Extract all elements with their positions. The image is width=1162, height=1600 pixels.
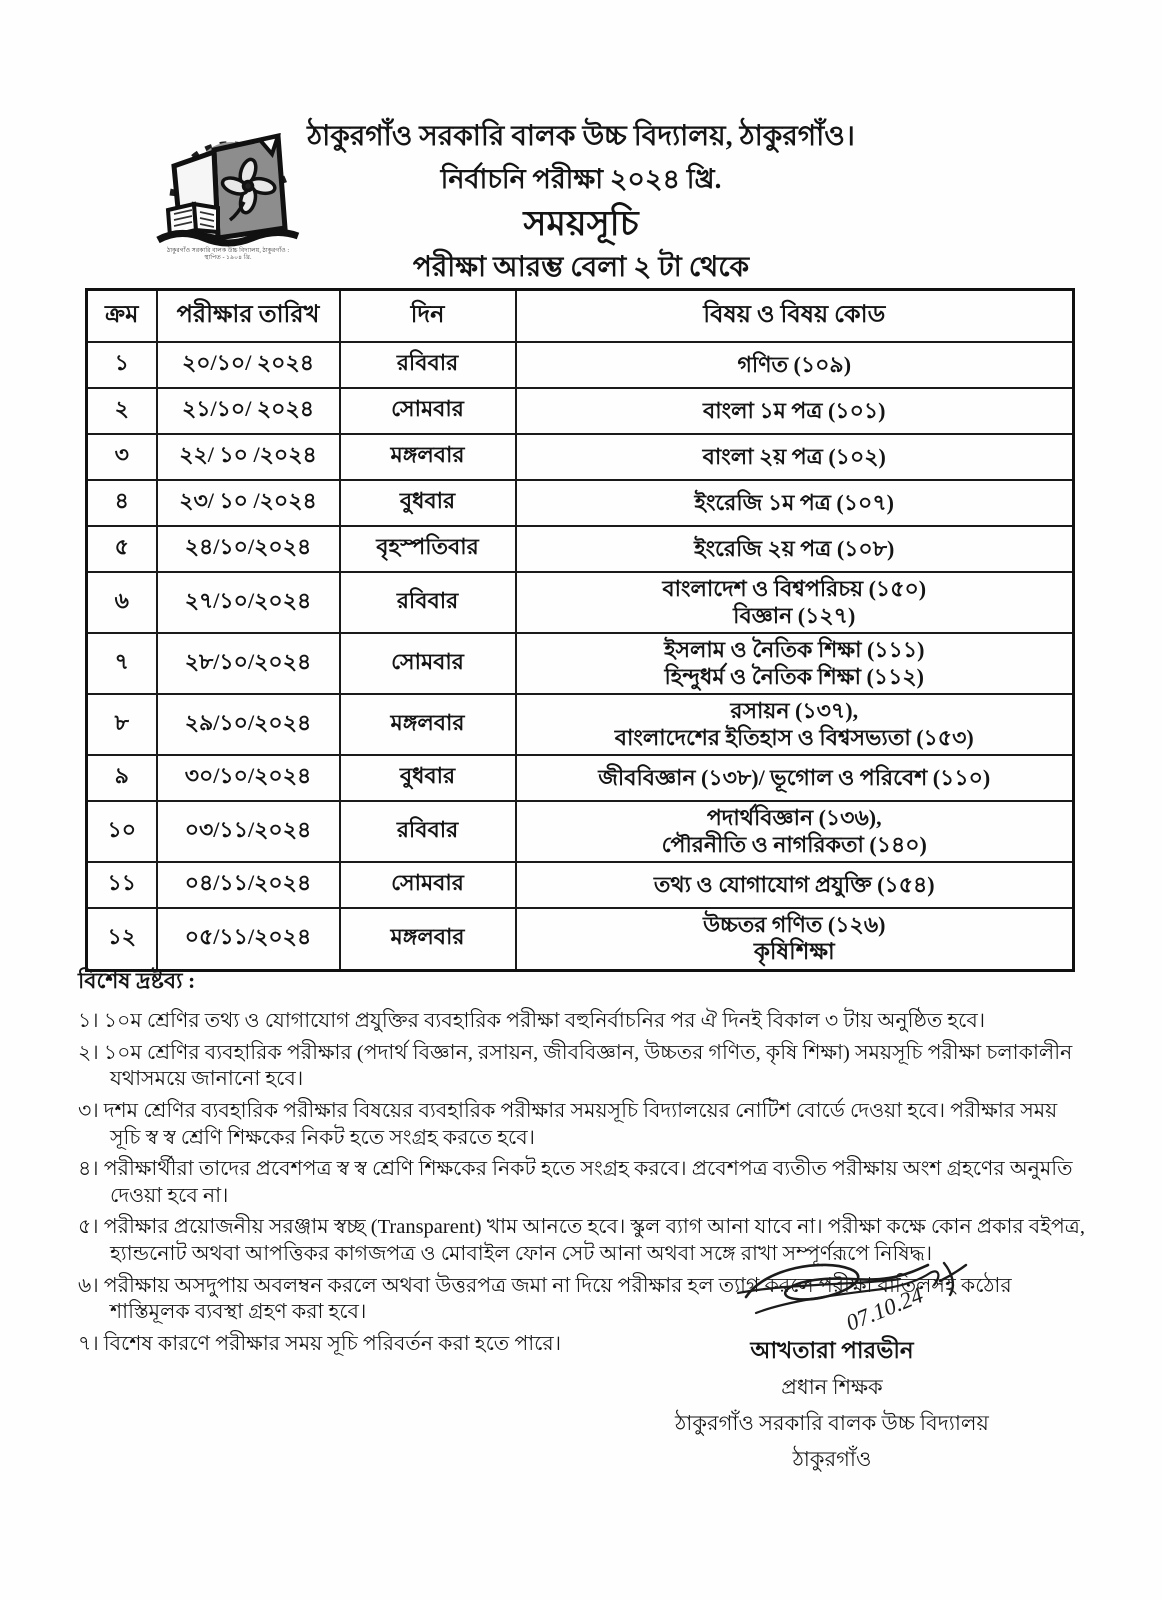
exam-serial: ১২	[87, 908, 157, 971]
exam-subjects	[516, 572, 1074, 633]
exam-day: সোমবার	[340, 862, 516, 908]
signatory-designation: প্রধান শিক্ষক	[781, 1375, 883, 1399]
exam-subjects	[516, 388, 1074, 434]
table-row	[87, 694, 1074, 755]
subject-line: বাংলাদেশ ও বিশ্বপরিচয় (১৫০)	[662, 575, 927, 601]
signatory-school: ঠাকুরগাঁও সরকারি বালক উচ্চ বিদ্যালয়	[675, 1411, 989, 1435]
table-row	[87, 342, 1074, 388]
subject-line: বাংলা ১ম পত্র (১০১)	[703, 397, 886, 423]
exam-date: ২৮/১০/২০২৪	[157, 633, 340, 694]
school-name: ঠাকুরগাঁও সরকারি বালক উচ্চ বিদ্যালয়, ঠাকুরগাঁও।	[307, 121, 855, 152]
exam-schedule-table	[85, 288, 1075, 972]
column-header-subject: বিষয় ও বিষয় কোড	[516, 290, 1074, 342]
note-item: ৫। পরীক্ষার প্রয়োজনীয় সরঞ্জাম স্বচ্ছ (Transparent) খাম আনতে হবে। স্কুল ব্যাগ আনা যাবে না। পরীক্ষা কক্ষে কোন প্রকার বইপত্র, হ্যান্ডনোট অথবা আপত্তিকর কাগজপত্র ও মোবাইল ফোন সেট আনা অথবা সঙ্গে রাখা সম্পূর্ণরূপে নিষিদ্ধ।	[78, 1216, 1085, 1266]
signatory-place: ঠাকুরগাঁও	[792, 1447, 872, 1471]
exam-date: ২২/ ১০ /২০২৪	[157, 434, 340, 480]
exam-serial: ৯	[87, 755, 157, 801]
subject-line: বাংলাদেশের ইতিহাস ও বিশ্বসভ্যতা (১৫৩)	[614, 725, 974, 750]
signatory-name: আখতারা পারভীন	[750, 1338, 914, 1363]
subject-line: ইসলাম ও নৈতিক শিক্ষা (১১১)	[664, 636, 925, 662]
logo-caption-line2: স্থাপিত - ১৯০৪ খ্রি.	[204, 254, 252, 261]
subject-line: বিজ্ঞান (১২৭)	[733, 603, 856, 628]
note-item: ৪। পরীক্ষার্থীরা তাদের প্রবেশপত্র স্ব স্ব শ্রেণি শিক্ষকের নিকট হতে সংগ্রহ করবে। প্রবেশপত্র ব্যতীত পরীক্ষায় অংশ গ্রহণের অনুমতি দেওয়া হবে না।	[78, 1158, 1073, 1207]
exam-subjects	[516, 755, 1074, 801]
table-row	[87, 526, 1074, 572]
exam-title: নির্বাচনি পরীক্ষা ২০২৪ খ্রি.	[440, 164, 722, 194]
exam-serial: ৭	[87, 633, 157, 694]
exam-day: বুধবার	[340, 755, 516, 801]
table-row	[87, 434, 1074, 480]
table-row	[87, 908, 1074, 971]
table-row	[87, 572, 1074, 633]
column-header-serial: ক্রম	[87, 290, 157, 342]
table-row	[87, 480, 1074, 526]
subject-line: উচ্চতর গণিত (১২৬)	[703, 911, 886, 937]
note-item: ৩। দশম শ্রেণির ব্যবহারিক পরীক্ষার বিষয়ের ব্যবহারিক পরীক্ষার সময়সূচি বিদ্যালয়ের নোটিশ বোর্ডে দেওয়া হবে। পরীক্ষার সময় সূচি স্ব স্ব শ্রেণি শিক্ষকের নিকট হতে সংগ্রহ করতে হবে।	[78, 1099, 1058, 1149]
exam-subjects	[516, 908, 1074, 971]
table-row	[87, 801, 1074, 862]
exam-day: মঙ্গলবার	[340, 434, 516, 480]
start-time-line: পরীক্ষা আরম্ভ বেলা ২ টা থেকে	[412, 252, 750, 283]
subject-line: তথ্য ও যোগাযোগ প্রযুক্তি (১৫৪)	[653, 871, 935, 897]
note-item: ২। ১০ম শ্রেণির ব্যবহারিক পরীক্ষার (পদার্থ বিজ্ঞান, রসায়ন, জীববিজ্ঞান, উচ্চতর গণিত, কৃষি শিক্ষা) সময়সূচি পরীক্ষা চলাকালীন যথাসময়ে জানানো হবে।	[78, 1041, 1073, 1091]
exam-day: রবিবার	[340, 572, 516, 633]
exam-subjects	[516, 801, 1074, 862]
exam-date: ২৯/১০/২০২৪	[157, 694, 340, 755]
notes-heading: বিশেষ দ্রষ্টব্য :	[78, 968, 196, 993]
signature-block	[612, 1255, 1052, 1477]
exam-serial: ৫	[87, 526, 157, 572]
document-header	[0, 116, 1162, 288]
exam-day: রবিবার	[340, 342, 516, 388]
exam-date: ২১/১০/ ২০২৪	[157, 388, 340, 434]
exam-date: ৩০/১০/২০২৪	[157, 755, 340, 801]
table-row	[87, 755, 1074, 801]
exam-serial: ৬	[87, 572, 157, 633]
exam-day: মঙ্গলবার	[340, 694, 516, 755]
exam-serial: ৩	[87, 434, 157, 480]
schedule-title: সময়সূচি	[523, 204, 639, 243]
exam-serial: ১	[87, 342, 157, 388]
subject-line: হিন্দুধর্ম ও নৈতিক শিক্ষা (১১২)	[664, 664, 924, 689]
exam-day: বুধবার	[340, 480, 516, 526]
exam-date: ২৭/১০/২০২৪	[157, 572, 340, 633]
exam-subjects	[516, 434, 1074, 480]
exam-subjects	[516, 342, 1074, 388]
exam-day: সোমবার	[340, 388, 516, 434]
exam-serial: ১১	[87, 862, 157, 908]
exam-serial: ৪	[87, 480, 157, 526]
table-row	[87, 633, 1074, 694]
exam-date: ০৫/১১/২০২৪	[157, 908, 340, 971]
subject-line: জীববিজ্ঞান (১৩৮)/ ভূগোল ও পরিবেশ (১১০)	[598, 764, 991, 790]
exam-day: বৃহস্পতিবার	[340, 526, 516, 572]
exam-subjects	[516, 633, 1074, 694]
exam-date: ২৩/ ১০ /২০২৪	[157, 480, 340, 526]
exam-serial: ২	[87, 388, 157, 434]
exam-date: ২৪/১০/২০২৪	[157, 526, 340, 572]
note-item: ১। ১০ম শ্রেণির তথ্য ও যোগাযোগ প্রযুক্তির ব্যবহারিক পরীক্ষা বহুনির্বাচনির পর ঐ দিনই বিকাল ৩ টায় অনুষ্ঠিত হবে।	[78, 1010, 986, 1032]
note-item: ৭। বিশেষ কারণে পরীক্ষার সময় সূচি পরিবর্তন করা হতে পারে।	[78, 1333, 562, 1356]
exam-serial: ৮	[87, 694, 157, 755]
subject-line: কৃষিশিক্ষা	[753, 939, 835, 964]
note-item: ৬। পরীক্ষায় অসদুপায় অবলম্বন করলে অথবা উত্তরপত্র জমা না দিয়ে পরীক্ষার হল ত্যাগ করলে পরীক্ষা বাতিলসহ কঠোর শাস্তিমূলক ব্যবস্থা গ্রহণ করা হবে।	[78, 1274, 1012, 1324]
exam-date: ০৪/১১/২০২৪	[157, 862, 340, 908]
logo-caption-line1: ঠাকুরগাঁও সরকারি বালক উচ্চ বিদ্যালয়, ঠাকুরগাঁও :	[166, 247, 290, 254]
column-header-date: পরীক্ষার তারিখ	[157, 290, 340, 342]
exam-date: ২০/১০/ ২০২৪	[157, 342, 340, 388]
exam-day: মঙ্গলবার	[340, 908, 516, 971]
table-header-row	[87, 290, 1074, 342]
subject-line: ইংরেজি ২য় পত্র (১০৮)	[694, 535, 895, 561]
subject-line: গণিত (১০৯)	[737, 351, 852, 377]
subject-line: ইংরেজি ১ম পত্র (১০৭)	[694, 489, 894, 515]
exam-subjects	[516, 480, 1074, 526]
subject-line: বাংলা ২য় পত্র (১০২)	[702, 443, 886, 469]
exam-subjects	[516, 862, 1074, 908]
column-header-day: দিন	[340, 290, 516, 342]
exam-serial: ১০	[87, 801, 157, 862]
table-row	[87, 862, 1074, 908]
signature-date: 07.10.24	[842, 1282, 927, 1336]
subject-line: পদার্থবিজ্ঞান (১৩৬),	[706, 804, 882, 830]
table-row	[87, 388, 1074, 434]
exam-subjects	[516, 526, 1074, 572]
exam-subjects	[516, 694, 1074, 755]
exam-day: রবিবার	[340, 801, 516, 862]
exam-day: সোমবার	[340, 633, 516, 694]
subject-line: রসায়ন (১৩৭),	[730, 697, 859, 723]
subject-line: পৌরনীতি ও নাগরিকতা (১৪০)	[661, 832, 927, 857]
exam-date: ০৩/১১/২০২৪	[157, 801, 340, 862]
